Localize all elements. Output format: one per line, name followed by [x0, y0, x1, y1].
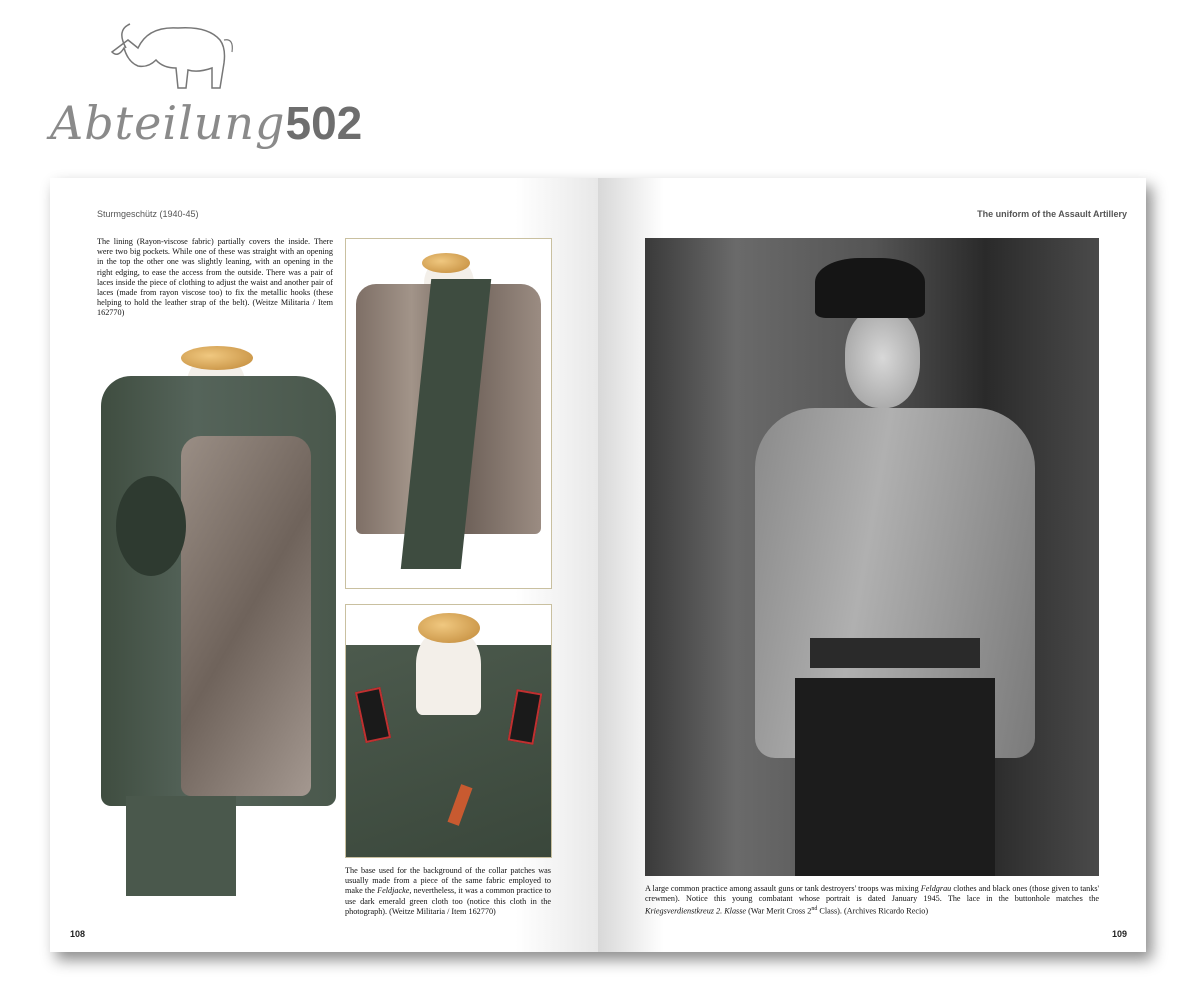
logo-text: Abteilung502 [50, 96, 363, 150]
vest-lining-photo [345, 238, 552, 589]
page-number-left: 108 [70, 929, 86, 939]
body-text: The lining (Rayon-viscose fabric) partially covers the inside. There were two big pockets. While one of these was straight with an opening in the top the other one was slightly leaning, with an opening in the right edging, to ease the access from the outside. There was a pair of laces inside the piece of clothing to adjust the waist and another pair of laces (made from rayon viscose too) to fix the metallic hooks (these helping to hold the leather strap of the belt). (Weitze Militaria / Item 162770) [97, 237, 333, 318]
left-page [50, 178, 598, 952]
collar-caption: The base used for the background of the collar patches was usually made from a piece of the same fabric employed to make the Feldjacke, nevertheless, it was a common practice to use dark emerald green cloth too (notice this cloth in the photograph). (Weitze Militaria / Item 162770) [345, 866, 552, 916]
page-number-right: 109 [1111, 929, 1127, 939]
soldier-portrait-photo [645, 238, 1099, 876]
right-page [598, 178, 1146, 952]
book-spread [50, 178, 1146, 952]
jacket-lining-photo [96, 346, 341, 911]
running-header-left: Sturmgeschütz (1940-45) [97, 209, 199, 219]
elephant-logo-icon [108, 18, 238, 93]
portrait-caption: A large common practice among assault guns or tank destroyers' troops was mixing Feldgrau clothes and black ones (those given to tanks' crewmen). Notice this young combatant whose portrait is dated January 1945. The lace in the buttonhole matches the Kriegsverdienstkreuz 2. Klasse (War Merit Cross 2nd Class). (Archives Ricardo Recio) [645, 884, 1099, 917]
running-header-right: The uniform of the Assault Artillery [977, 209, 1127, 219]
collar-patch-photo [345, 604, 552, 858]
